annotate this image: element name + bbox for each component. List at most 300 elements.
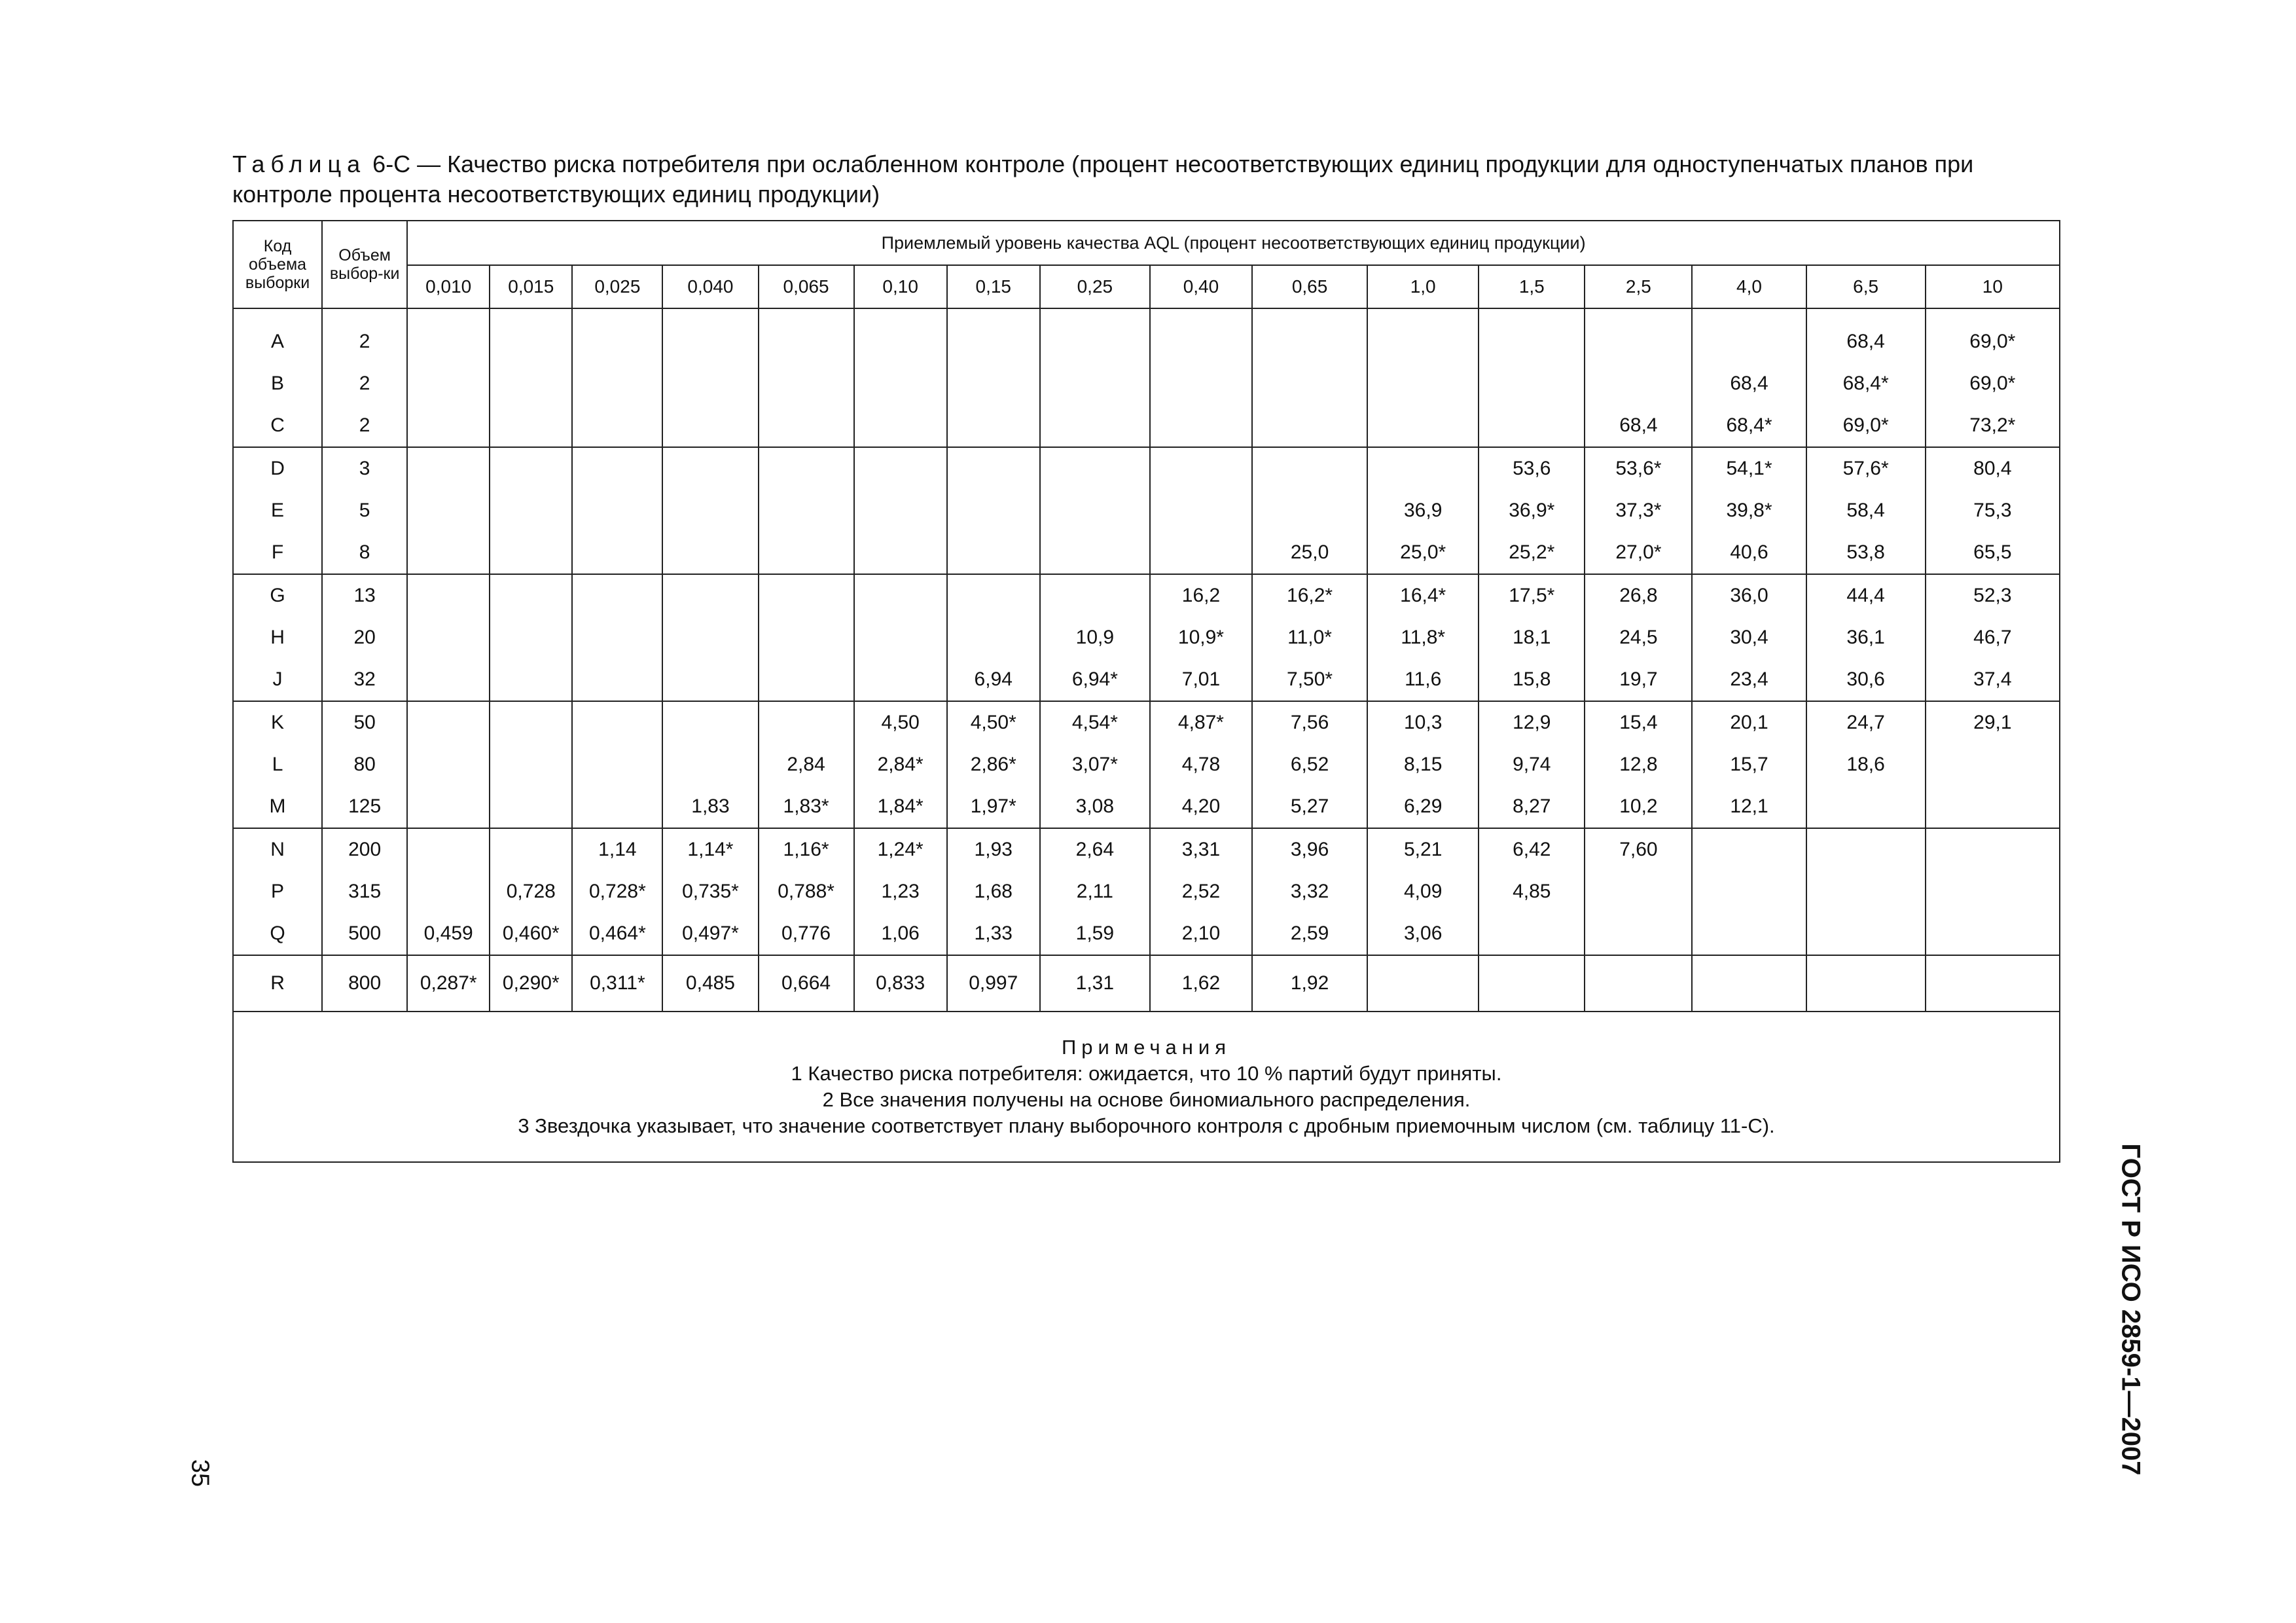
value-cell: [1252, 490, 1367, 532]
value-cell: 36,1: [1806, 617, 1926, 659]
sample-code-cell: H: [233, 617, 322, 659]
table-row: [233, 913, 2060, 955]
value-cell: 1,16*: [759, 828, 854, 871]
value-cell: [1479, 321, 1585, 363]
value-cell: 30,4: [1692, 617, 1806, 659]
aql-level-header: 1,0: [1367, 265, 1479, 308]
value-cell: 46,7: [1926, 617, 2060, 659]
value-cell: [759, 532, 854, 574]
aql-level-header: 1,5: [1479, 265, 1585, 308]
value-cell: 9,74: [1479, 744, 1585, 786]
value-cell: [1252, 447, 1367, 490]
sample-code-cell: B: [233, 363, 322, 405]
aql-level-header: 6,5: [1806, 265, 1926, 308]
value-cell: [1040, 447, 1150, 490]
value-cell: [947, 363, 1040, 405]
value-cell: [662, 532, 758, 574]
value-cell: [572, 701, 662, 744]
value-cell: 11,8*: [1367, 617, 1479, 659]
table-row: [233, 955, 2060, 1012]
value-cell: 68,4: [1585, 405, 1692, 447]
value-cell: 16,2*: [1252, 574, 1367, 617]
table-body: [233, 308, 2060, 1012]
sample-code-cell: D: [233, 447, 322, 490]
value-cell: [407, 659, 490, 701]
notes-title: Примечания: [1062, 1036, 1231, 1059]
sample-size-cell: 125: [322, 786, 407, 828]
value-cell: [1150, 532, 1252, 574]
value-cell: [1692, 913, 1806, 955]
sample-code-cell: F: [233, 532, 322, 574]
value-cell: 1,97*: [947, 786, 1040, 828]
value-cell: 37,3*: [1585, 490, 1692, 532]
table-row: [233, 617, 2060, 659]
value-cell: [572, 744, 662, 786]
value-cell: 8,27: [1479, 786, 1585, 828]
table-row: [233, 574, 2060, 617]
value-cell: 3,06: [1367, 913, 1479, 955]
value-cell: [572, 405, 662, 447]
value-cell: 2,10: [1150, 913, 1252, 955]
table-row: [233, 744, 2060, 786]
value-cell: 52,3: [1926, 574, 2060, 617]
value-cell: [759, 447, 854, 490]
value-cell: [1040, 574, 1150, 617]
value-cell: [1252, 405, 1367, 447]
aql-level-header: 0,040: [662, 265, 758, 308]
sample-code-cell: M: [233, 786, 322, 828]
value-cell: 11,6: [1367, 659, 1479, 701]
value-cell: 36,0: [1692, 574, 1806, 617]
value-cell: [407, 701, 490, 744]
caption-text: 6-С — Качество риска потребителя при ослабленном контроле (процент несоответствующих единиц продукции для одноступенчатых планов при контроле процента несоответствующих единиц продукции): [232, 151, 1974, 208]
value-cell: 2,86*: [947, 744, 1040, 786]
value-cell: [1806, 786, 1926, 828]
value-cell: [490, 617, 572, 659]
value-cell: 7,60: [1585, 828, 1692, 871]
value-cell: [1150, 447, 1252, 490]
value-cell: 17,5*: [1479, 574, 1585, 617]
value-cell: [1926, 744, 2060, 786]
aql-level-header: 0,025: [572, 265, 662, 308]
value-cell: 18,1: [1479, 617, 1585, 659]
value-cell: [1806, 871, 1926, 913]
value-cell: 1,92: [1252, 955, 1367, 1012]
value-cell: [572, 659, 662, 701]
value-cell: 53,6: [1479, 447, 1585, 490]
sample-code-cell: R: [233, 955, 322, 1012]
sample-size-cell: 2: [322, 405, 407, 447]
aql-level-header: 0,065: [759, 265, 854, 308]
value-cell: 1,62: [1150, 955, 1252, 1012]
value-cell: [407, 744, 490, 786]
value-cell: 37,4: [1926, 659, 2060, 701]
value-cell: 10,9: [1040, 617, 1150, 659]
value-cell: 4,20: [1150, 786, 1252, 828]
value-cell: [490, 574, 572, 617]
value-cell: [1040, 532, 1150, 574]
aql-level-header: 0,25: [1040, 265, 1150, 308]
value-cell: 73,2*: [1926, 405, 2060, 447]
aql-level-header: 0,40: [1150, 265, 1252, 308]
value-cell: [490, 744, 572, 786]
sample-size-cell: 32: [322, 659, 407, 701]
value-cell: 3,08: [1040, 786, 1150, 828]
value-cell: 7,01: [1150, 659, 1252, 701]
value-cell: 44,4: [1806, 574, 1926, 617]
table-row: [233, 701, 2060, 744]
value-cell: 0,311*: [572, 955, 662, 1012]
page-number: [180, 1447, 219, 1499]
sample-size-cell: 2: [322, 363, 407, 405]
table-row: [233, 659, 2060, 701]
sample-code-cell: A: [233, 321, 322, 363]
value-cell: 0,485: [662, 955, 758, 1012]
value-cell: 6,42: [1479, 828, 1585, 871]
value-cell: 68,4: [1806, 321, 1926, 363]
value-cell: [1806, 955, 1926, 1012]
value-cell: 29,1: [1926, 701, 2060, 744]
value-cell: [662, 701, 758, 744]
sample-size-cell: 80: [322, 744, 407, 786]
value-cell: 10,3: [1367, 701, 1479, 744]
aql-level-header: 0,015: [490, 265, 572, 308]
sample-size-cell: 20: [322, 617, 407, 659]
sample-code-cell: Q: [233, 913, 322, 955]
value-cell: [407, 321, 490, 363]
value-cell: [490, 659, 572, 701]
value-cell: 12,1: [1692, 786, 1806, 828]
value-cell: [572, 447, 662, 490]
value-cell: [854, 659, 947, 701]
caption-label: Таблица: [232, 151, 367, 177]
sample-size-cell: 2: [322, 321, 407, 363]
value-cell: [572, 532, 662, 574]
aql-level-header: 0,10: [854, 265, 947, 308]
value-cell: 18,6: [1806, 744, 1926, 786]
value-cell: 69,0*: [1806, 405, 1926, 447]
value-cell: 6,94*: [1040, 659, 1150, 701]
note-2: 2 Все значения получены на основе биномиального распределения.: [822, 1088, 1471, 1111]
sample-size-cell: 800: [322, 955, 407, 1012]
value-cell: 1,31: [1040, 955, 1150, 1012]
value-cell: [572, 321, 662, 363]
value-cell: 0,728*: [572, 871, 662, 913]
value-cell: [662, 363, 758, 405]
value-cell: 3,32: [1252, 871, 1367, 913]
value-cell: [1926, 871, 2060, 913]
value-cell: 0,290*: [490, 955, 572, 1012]
aql-header: Приемлемый уровень качества AQL (процент несоответствующих единиц продукции): [407, 221, 2060, 265]
value-cell: 65,5: [1926, 532, 2060, 574]
value-cell: 0,287*: [407, 955, 490, 1012]
value-cell: 8,15: [1367, 744, 1479, 786]
table-row: [233, 321, 2060, 363]
value-cell: [1252, 363, 1367, 405]
value-cell: 0,735*: [662, 871, 758, 913]
value-cell: [947, 405, 1040, 447]
value-cell: [490, 363, 572, 405]
value-cell: [407, 532, 490, 574]
value-cell: 5,21: [1367, 828, 1479, 871]
value-cell: [1040, 490, 1150, 532]
value-cell: 19,7: [1585, 659, 1692, 701]
value-cell: 7,50*: [1252, 659, 1367, 701]
table-row: [233, 786, 2060, 828]
value-cell: [572, 786, 662, 828]
sample-code-cell: J: [233, 659, 322, 701]
value-cell: 4,50: [854, 701, 947, 744]
notes-block: [233, 1012, 2060, 1162]
sample-code-cell: C: [233, 405, 322, 447]
page-number-text: 35: [186, 1459, 214, 1487]
value-cell: [854, 617, 947, 659]
value-cell: 4,78: [1150, 744, 1252, 786]
sample-size-cell: 13: [322, 574, 407, 617]
value-cell: 69,0*: [1926, 363, 2060, 405]
note-3: 3 Звездочка указывает, что значение соответствует плану выборочного контроля с дробным приемочным числом (см. таблицу 11-С).: [518, 1114, 1775, 1137]
value-cell: 10,2: [1585, 786, 1692, 828]
value-cell: [947, 447, 1040, 490]
value-cell: 69,0*: [1926, 321, 2060, 363]
value-cell: 57,6*: [1806, 447, 1926, 490]
value-cell: [759, 490, 854, 532]
table-row: [233, 363, 2060, 405]
value-cell: [1150, 490, 1252, 532]
value-cell: [407, 786, 490, 828]
sample-size-cell: 5: [322, 490, 407, 532]
value-cell: [1252, 321, 1367, 363]
value-cell: 39,8*: [1692, 490, 1806, 532]
value-cell: 0,728: [490, 871, 572, 913]
value-cell: 0,464*: [572, 913, 662, 955]
table-row: [233, 828, 2060, 871]
value-cell: [759, 405, 854, 447]
value-cell: [1479, 363, 1585, 405]
value-cell: 0,997: [947, 955, 1040, 1012]
sample-size-cell: 8: [322, 532, 407, 574]
value-cell: 36,9*: [1479, 490, 1585, 532]
value-cell: [1367, 321, 1479, 363]
value-cell: [572, 617, 662, 659]
value-cell: [1150, 405, 1252, 447]
value-cell: 6,29: [1367, 786, 1479, 828]
value-cell: [1367, 955, 1479, 1012]
value-cell: [490, 447, 572, 490]
value-cell: 27,0*: [1585, 532, 1692, 574]
table-row: [233, 871, 2060, 913]
value-cell: [662, 659, 758, 701]
value-cell: [1585, 871, 1692, 913]
value-cell: 0,497*: [662, 913, 758, 955]
value-cell: [407, 490, 490, 532]
value-cell: 1,14*: [662, 828, 758, 871]
value-cell: [854, 574, 947, 617]
value-cell: 2,11: [1040, 871, 1150, 913]
value-cell: [662, 405, 758, 447]
value-cell: 1,68: [947, 871, 1040, 913]
value-cell: 0,788*: [759, 871, 854, 913]
value-cell: 3,07*: [1040, 744, 1150, 786]
value-cell: [759, 617, 854, 659]
value-cell: 68,4*: [1806, 363, 1926, 405]
value-cell: 4,50*: [947, 701, 1040, 744]
value-cell: [1926, 828, 2060, 871]
value-cell: 4,85: [1479, 871, 1585, 913]
value-cell: [407, 363, 490, 405]
document-standard-label: [2108, 1139, 2153, 1480]
value-cell: [1367, 447, 1479, 490]
value-cell: 54,1*: [1692, 447, 1806, 490]
value-cell: 2,84*: [854, 744, 947, 786]
value-cell: 36,9: [1367, 490, 1479, 532]
value-cell: [854, 405, 947, 447]
value-cell: 16,2: [1150, 574, 1252, 617]
col-code-header: Код объема выборки: [233, 221, 322, 308]
value-cell: 1,23: [854, 871, 947, 913]
value-cell: 20,1: [1692, 701, 1806, 744]
value-cell: [1150, 363, 1252, 405]
sample-code-cell: E: [233, 490, 322, 532]
value-cell: [490, 490, 572, 532]
value-cell: [1040, 405, 1150, 447]
value-cell: 24,7: [1806, 701, 1926, 744]
sample-size-cell: 50: [322, 701, 407, 744]
table-row: [233, 490, 2060, 532]
sample-code-cell: G: [233, 574, 322, 617]
value-cell: [1585, 363, 1692, 405]
value-cell: 15,4: [1585, 701, 1692, 744]
value-cell: [1585, 321, 1692, 363]
value-cell: [490, 532, 572, 574]
value-cell: 25,2*: [1479, 532, 1585, 574]
value-cell: 1,93: [947, 828, 1040, 871]
aql-level-header: 0,65: [1252, 265, 1367, 308]
value-cell: 0,833: [854, 955, 947, 1012]
value-cell: [947, 490, 1040, 532]
table-row: [233, 532, 2060, 574]
value-cell: [1692, 871, 1806, 913]
value-cell: [1806, 828, 1926, 871]
value-cell: [947, 617, 1040, 659]
table-row: [233, 405, 2060, 447]
value-cell: 26,8: [1585, 574, 1692, 617]
value-cell: 23,4: [1692, 659, 1806, 701]
value-cell: 4,87*: [1150, 701, 1252, 744]
value-cell: [1479, 913, 1585, 955]
value-cell: 30,6: [1806, 659, 1926, 701]
value-cell: 3,31: [1150, 828, 1252, 871]
value-cell: 2,84: [759, 744, 854, 786]
value-cell: [854, 363, 947, 405]
value-cell: [490, 701, 572, 744]
value-cell: 12,8: [1585, 744, 1692, 786]
consumer-risk-table: [232, 220, 2060, 1163]
value-cell: [854, 532, 947, 574]
table-caption: [232, 149, 2052, 210]
sample-code-cell: K: [233, 701, 322, 744]
value-cell: 1,83: [662, 786, 758, 828]
value-cell: 5,27: [1252, 786, 1367, 828]
value-cell: [947, 574, 1040, 617]
value-cell: 10,9*: [1150, 617, 1252, 659]
value-cell: [407, 871, 490, 913]
value-cell: [1367, 363, 1479, 405]
value-cell: [407, 828, 490, 871]
value-cell: 68,4: [1692, 363, 1806, 405]
value-cell: 53,6*: [1585, 447, 1692, 490]
value-cell: [407, 574, 490, 617]
value-cell: [947, 532, 1040, 574]
value-cell: [1692, 955, 1806, 1012]
value-cell: [854, 490, 947, 532]
value-cell: [1479, 405, 1585, 447]
value-cell: 15,8: [1479, 659, 1585, 701]
value-cell: [1692, 828, 1806, 871]
value-cell: 1,59: [1040, 913, 1150, 955]
value-cell: [662, 574, 758, 617]
aql-level-header: 2,5: [1585, 265, 1692, 308]
value-cell: [1367, 405, 1479, 447]
value-cell: [854, 321, 947, 363]
value-cell: 3,96: [1252, 828, 1367, 871]
value-cell: [1692, 321, 1806, 363]
value-cell: [407, 405, 490, 447]
sample-code-cell: N: [233, 828, 322, 871]
value-cell: [490, 786, 572, 828]
value-cell: [1040, 363, 1150, 405]
sample-size-cell: 3: [322, 447, 407, 490]
value-cell: [759, 363, 854, 405]
value-cell: 2,64: [1040, 828, 1150, 871]
value-cell: [1150, 321, 1252, 363]
table-row: [233, 447, 2060, 490]
value-cell: [1926, 955, 2060, 1012]
value-cell: 1,33: [947, 913, 1040, 955]
value-cell: [1806, 913, 1926, 955]
standard-id: ГОСТ Р ИСО 2859-1—2007: [2116, 1143, 2145, 1476]
aql-levels-row: [233, 265, 2060, 308]
aql-level-header: 0,15: [947, 265, 1040, 308]
value-cell: [572, 490, 662, 532]
value-cell: [1479, 955, 1585, 1012]
value-cell: [662, 490, 758, 532]
aql-level-header: 0,010: [407, 265, 490, 308]
value-cell: 6,52: [1252, 744, 1367, 786]
value-cell: 16,4*: [1367, 574, 1479, 617]
value-cell: 75,3: [1926, 490, 2060, 532]
sample-code-cell: L: [233, 744, 322, 786]
value-cell: 53,8: [1806, 532, 1926, 574]
value-cell: [759, 574, 854, 617]
value-cell: [947, 321, 1040, 363]
value-cell: 25,0: [1252, 532, 1367, 574]
value-cell: [1926, 913, 2060, 955]
value-cell: [662, 447, 758, 490]
value-cell: 1,84*: [854, 786, 947, 828]
value-cell: [490, 828, 572, 871]
value-cell: 11,0*: [1252, 617, 1367, 659]
aql-level-header: 10: [1926, 265, 2060, 308]
value-cell: [407, 617, 490, 659]
value-cell: [572, 574, 662, 617]
value-cell: 0,459: [407, 913, 490, 955]
value-cell: [662, 617, 758, 659]
value-cell: [1040, 321, 1150, 363]
value-cell: 4,54*: [1040, 701, 1150, 744]
value-cell: [1585, 955, 1692, 1012]
value-cell: 2,59: [1252, 913, 1367, 955]
